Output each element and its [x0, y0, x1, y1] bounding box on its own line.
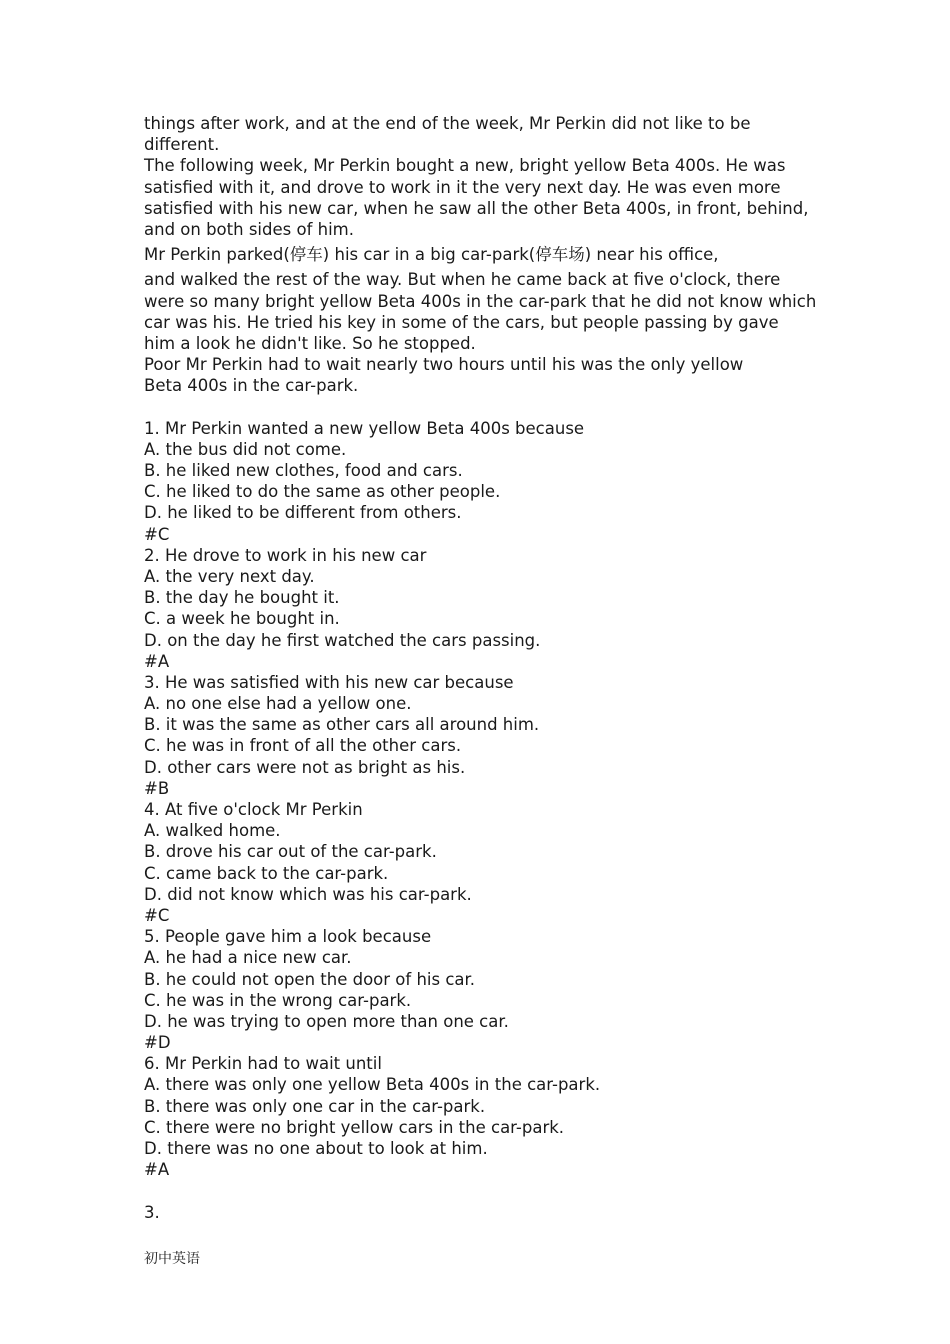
question-answer: #C [144, 905, 170, 925]
question-option: A. there was only one yellow Beta 400s in the car-park. [144, 1075, 601, 1095]
question-stem: 1. Mr Perkin wanted a new yellow Beta 400s because [144, 418, 585, 438]
question-option: D. he liked to be different from others. [144, 503, 462, 523]
question-option: C. he was in front of all the other cars. [144, 736, 462, 756]
question-stem: 2. He drove to work in his new car [144, 545, 427, 565]
passage-line: The following week, Mr Perkin bought a new, bright yellow Beta 400s. He was [144, 156, 786, 176]
next-section-number: 3. [144, 1202, 160, 1222]
question-stem: 3. He was satisfied with his new car because [144, 672, 514, 692]
question-option: C. came back to the car-park. [144, 863, 389, 883]
question-option: D. he was trying to open more than one car. [144, 1011, 509, 1031]
question-option: A. no one else had a yellow one. [144, 694, 412, 714]
question-answer: #D [144, 1033, 171, 1053]
question-option: D. on the day he first watched the cars passing. [144, 630, 541, 650]
passage-line: him a look he didn't like. So he stopped. [144, 333, 476, 353]
question-stem: 4. At five o'clock Mr Perkin [144, 800, 363, 819]
question-block [144, 1053, 804, 1180]
question-option: B. it was the same as other cars all around him. [144, 715, 540, 735]
question-option: B. drove his car out of the car-park. [144, 842, 437, 862]
question-option: B. the day he bought it. [144, 588, 340, 608]
passage-line: satisfied with his new car, when he saw all the other Beta 400s, in front, behind, [144, 198, 809, 218]
question-option: A. he had a nice new car. [144, 948, 352, 968]
passage-line: were so many bright yellow Beta 400s in the car-park that he did not know which [144, 291, 817, 311]
document-body [144, 113, 817, 1223]
question-list [144, 418, 804, 1181]
question-block [144, 799, 804, 926]
question-block [144, 672, 804, 799]
question-option: C. a week he bought in. [144, 609, 340, 629]
question-block [144, 418, 804, 545]
question-option: D. there was no one about to look at him. [144, 1139, 488, 1158]
passage-line-parked: Mr Perkin parked(停车) his car in a big car-park(停车场) near his office, [144, 245, 719, 265]
page-footer: 初中英语 [144, 1251, 200, 1267]
question-option: D. did not know which was his car-park. [144, 884, 472, 904]
question-answer: #A [144, 1160, 170, 1180]
question-option: B. there was only one car in the car-park. [144, 1096, 486, 1116]
question-answer: #A [144, 651, 170, 671]
question-option: C. there were no bright yellow cars in the car-park. [144, 1117, 565, 1137]
question-option: B. he liked new clothes, food and cars. [144, 461, 463, 480]
question-stem: 6. Mr Perkin had to wait until [144, 1054, 382, 1074]
passage-line: Poor Mr Perkin had to wait nearly two hours until his was the only yellow [144, 355, 744, 375]
question-block [144, 926, 804, 1053]
passage-line: satisfied with it, and drove to work in it the very next day. He was even more [144, 177, 781, 197]
question-option: A. the bus did not come. [144, 439, 347, 459]
question-option: D. other cars were not as bright as his. [144, 757, 466, 777]
passage-line: different. [144, 135, 220, 155]
passage-line: things after work, and at the end of the week, Mr Perkin did not like to be [144, 114, 751, 133]
question-stem: 5. People gave him a look because [144, 927, 432, 947]
passage [144, 113, 817, 396]
question-option: B. he could not open the door of his car. [144, 969, 476, 989]
question-option: C. he liked to do the same as other people. [144, 482, 501, 502]
passage-line: Beta 400s in the car-park. [144, 376, 359, 396]
question-answer: #B [144, 778, 170, 798]
passage-line: and walked the rest of the way. But when he came back at five o'clock, there [144, 270, 781, 290]
question-option: A. walked home. [144, 821, 281, 841]
passage-line: car was his. He tried his key in some of the cars, but people passing by gave [144, 312, 779, 332]
question-option: C. he was in the wrong car-park. [144, 990, 412, 1010]
question-block [144, 545, 804, 672]
passage-line: and on both sides of him. [144, 219, 354, 239]
question-option: A. the very next day. [144, 566, 315, 586]
question-answer: #C [144, 524, 170, 544]
